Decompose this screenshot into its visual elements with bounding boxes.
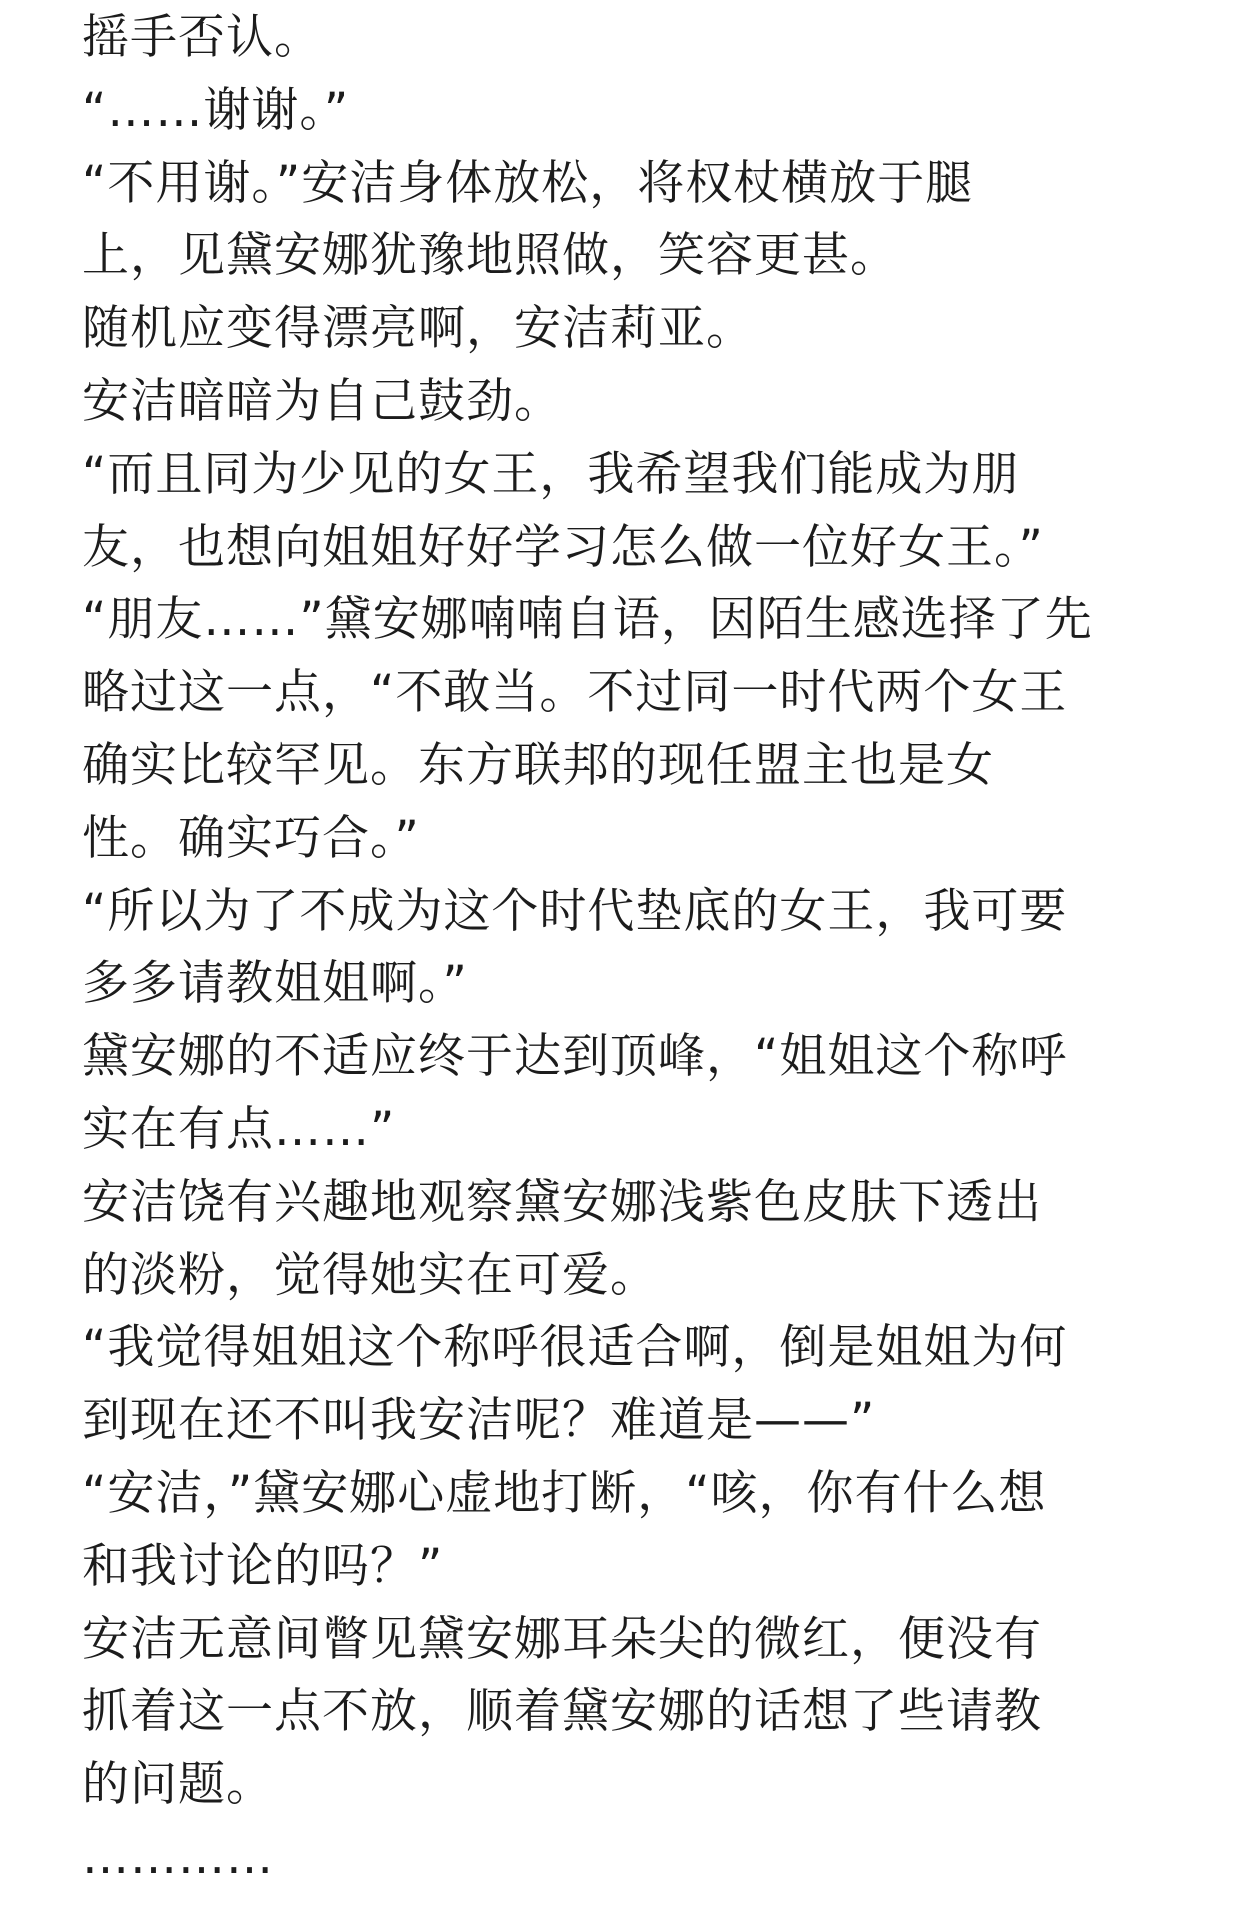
text-line: 到现在还不叫我安洁呢？难道是——” xyxy=(82,1393,876,1449)
text-line: 安洁饶有兴趣地观察黛安娜浅紫色皮肤下透出 xyxy=(82,1174,1042,1230)
text-line: 随机应变得漂亮啊，安洁莉亚。 xyxy=(82,301,754,357)
text-line: 安洁无意间瞥见黛安娜耳朵尖的微红，便没有 xyxy=(82,1611,1042,1667)
text-line: ………… xyxy=(82,1829,274,1885)
text-line: 黛安娜的不适应终于达到顶峰，“姐姐这个称呼 xyxy=(82,1029,1068,1085)
text-line: “我觉得姐姐这个称呼很适合啊，倒是姐姐为何 xyxy=(82,1320,1068,1376)
text-line: 略过这一点，“不敢当。不过同一时代两个女王 xyxy=(82,665,1068,721)
text-line: 性。确实巧合。” xyxy=(82,810,420,866)
text-line: 的淡粉，觉得她实在可爱。 xyxy=(82,1247,658,1303)
text-line: “安洁，”黛安娜心虚地打断，“咳，你有什么想 xyxy=(82,1465,1047,1521)
text-line: 实在有点……” xyxy=(82,1101,396,1157)
text-line: 的问题。 xyxy=(82,1757,274,1813)
story-text xyxy=(82,2,1192,1895)
text-line: 上，见黛安娜犹豫地照做，笑容更甚。 xyxy=(82,228,898,284)
text-line: “……谢谢。” xyxy=(82,82,350,138)
text-line: 和我讨论的吗？” xyxy=(82,1538,444,1594)
text-line: “而且同为少见的女王，我希望我们能成为朋 xyxy=(82,446,1020,502)
text-line: “不用谢。”安洁身体放松，将权杖横放于腿 xyxy=(82,155,974,211)
text-line: “朋友……”黛安娜喃喃自语，因陌生感选择了先 xyxy=(82,592,1093,648)
text-line: 友，也想向姐姐好好学习怎么做一位好女王。” xyxy=(82,519,1044,575)
text-line: 确实比较罕见。东方联邦的现任盟主也是女 xyxy=(82,737,994,793)
text-line: “所以为了不成为这个时代垫底的女王，我可要 xyxy=(82,883,1068,939)
text-line: 安洁暗暗为自己鼓劲。 xyxy=(82,373,562,429)
text-line: 多多请教姐姐啊。” xyxy=(82,956,468,1012)
text-line: 摇手否认。 xyxy=(82,10,322,65)
text-line: 抓着这一点不放，顺着黛安娜的话想了些请教 xyxy=(82,1684,1042,1740)
